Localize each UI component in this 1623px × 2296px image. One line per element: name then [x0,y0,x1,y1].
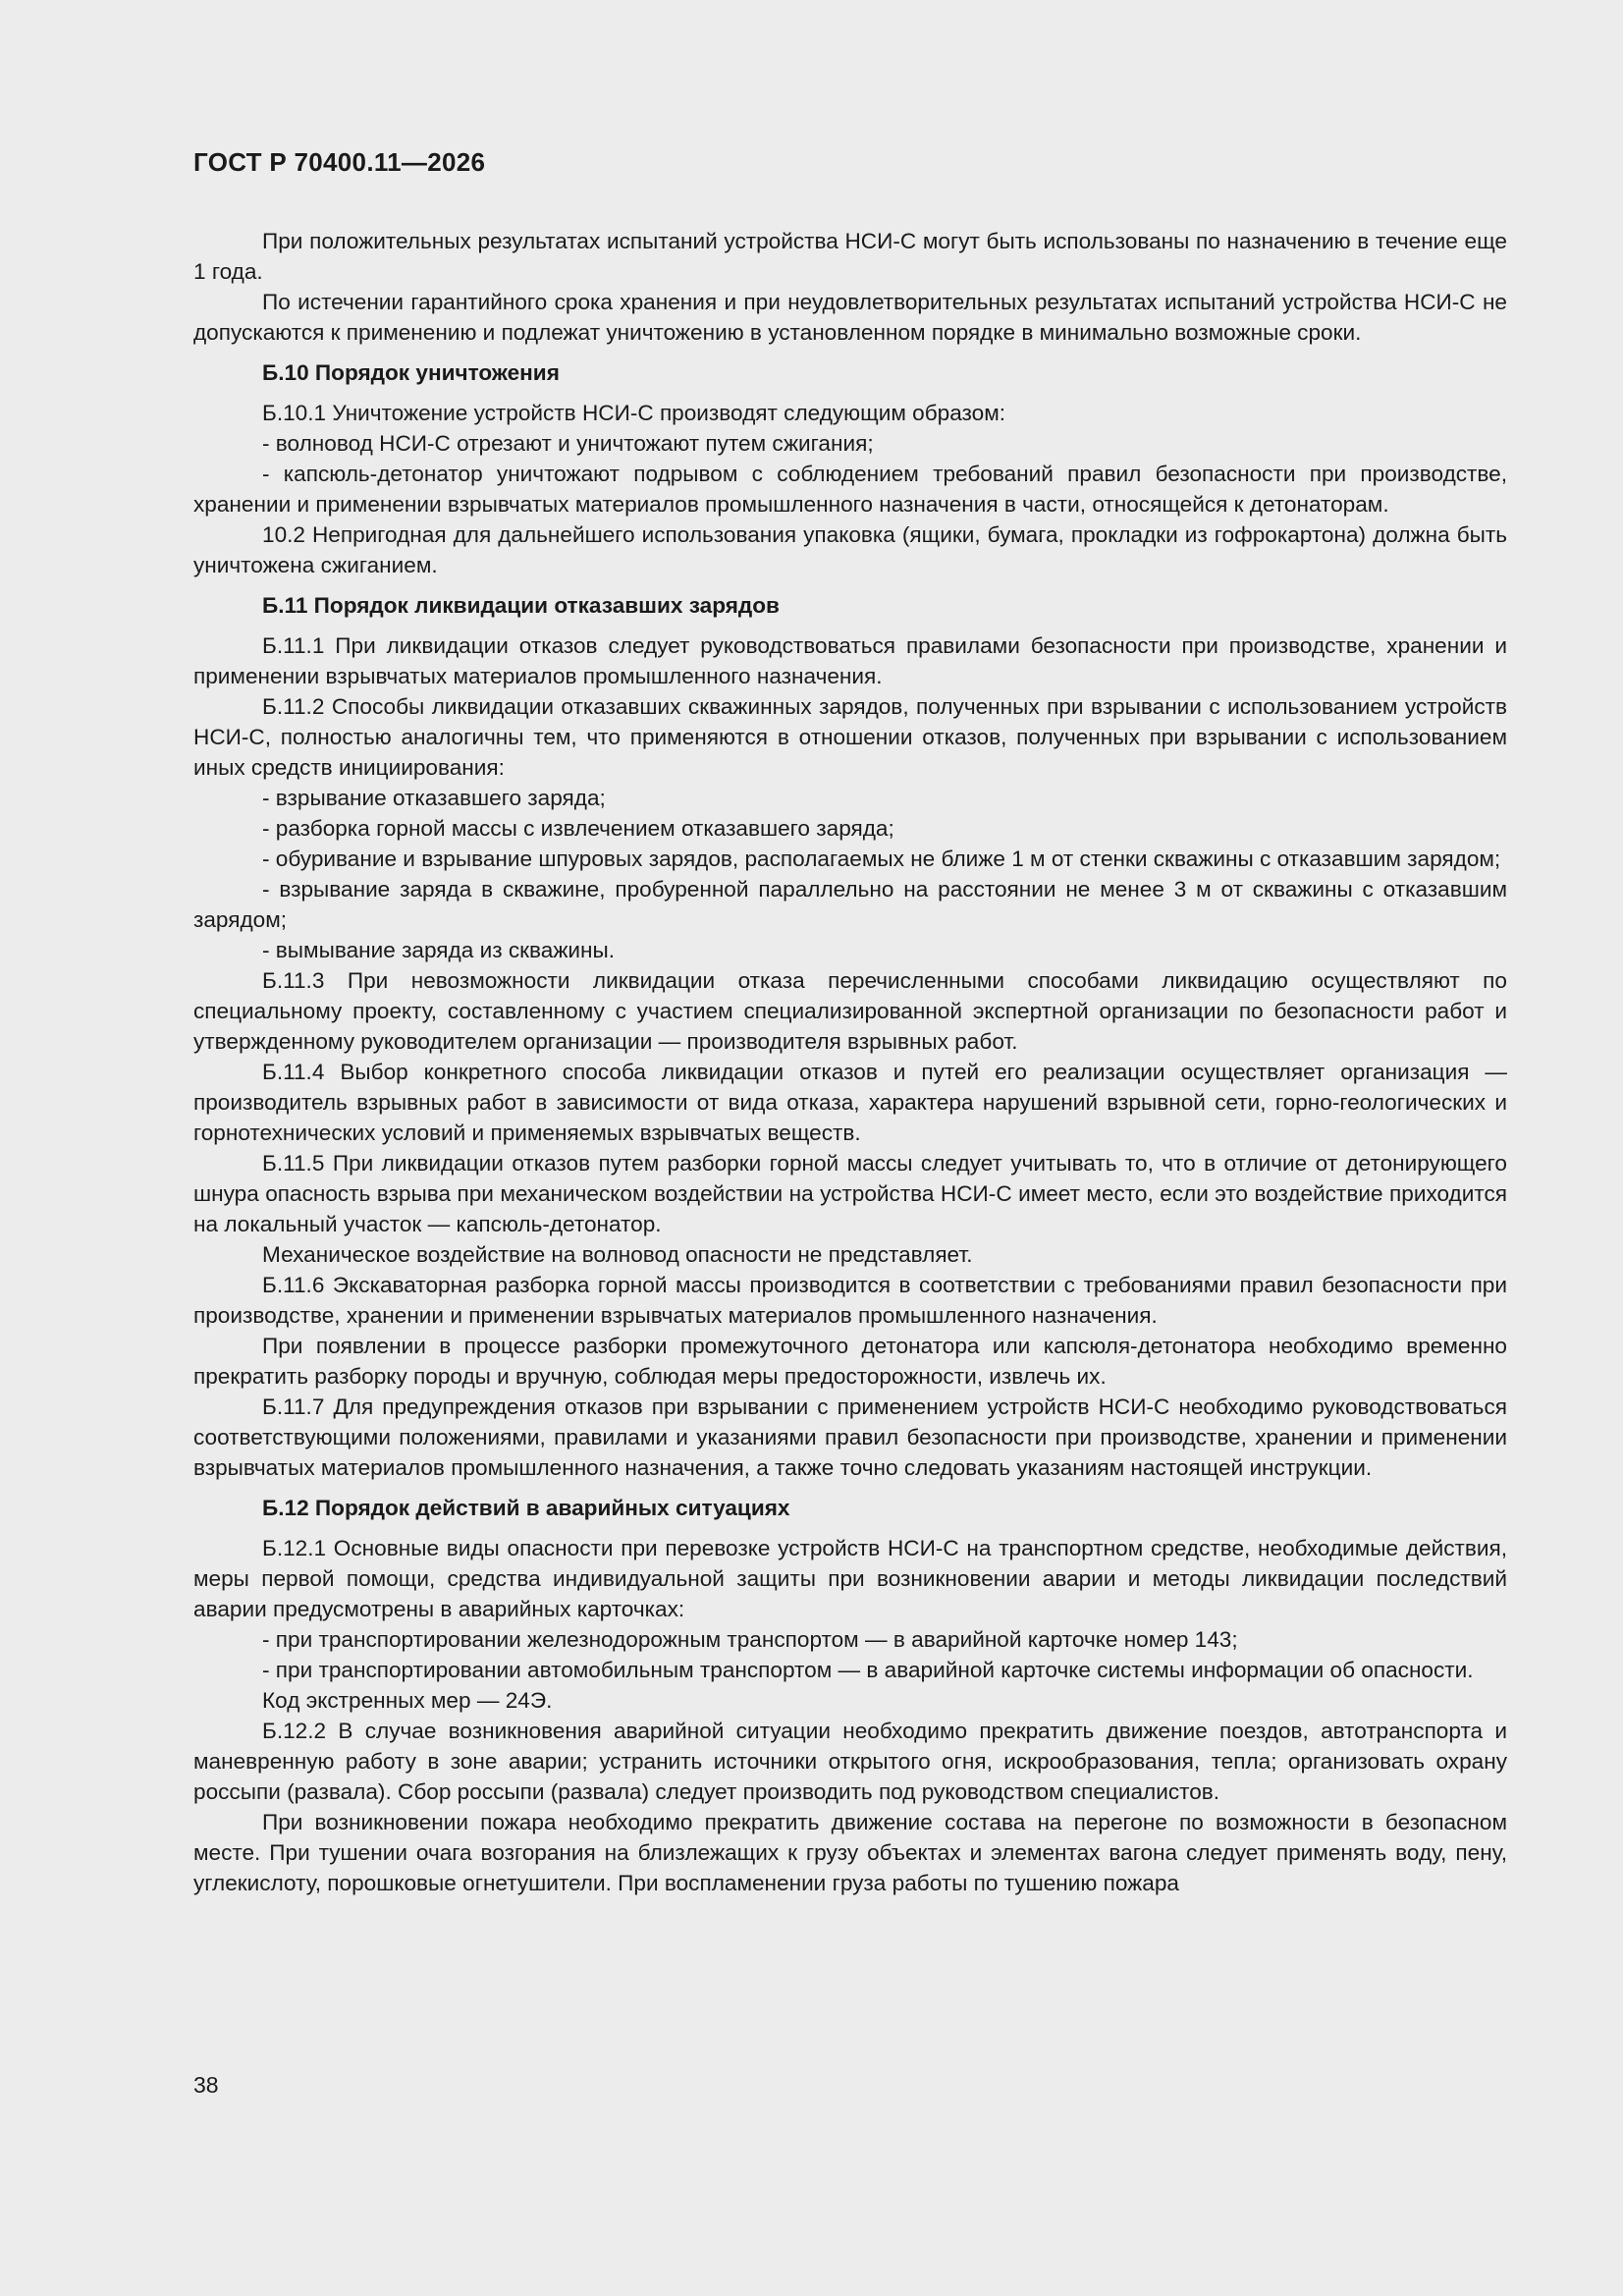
section-heading-b11: Б.11 Порядок ликвидации отказавших зарядов [262,593,780,618]
paragraph: Б.11.5 При ликвидации отказов путем разборки горной массы следует учитывать то, что в отличие от детонирующего шнура опасность взрыва при механическом воздействии на устройства НСИ-С имеет место, если это воздействие приходится на локальный участок — капсюль-детонатор. [193,1151,1507,1236]
paragraph: 10.2 Непригодная для дальнейшего использования упаковка (ящики, бумага, прокладки из гофрокартона) должна быть уничтожена сжиганием. [193,522,1507,577]
paragraph: Б.12.2 В случае возникновения аварийной ситуации необходимо прекратить движение поездов, автотранспорта и маневренную работу в зоне аварии; устранить источники открытого огня, искрообразования, тепла; организовать охрану россыпи (развала). Сбор россыпи (развала) следует производить под руководством специалистов. [193,1719,1507,1804]
section-heading-b10: Б.10 Порядок уничтожения [262,360,560,385]
document-header: ГОСТ Р 70400.11—2026 [193,147,486,177]
paragraph: Код экстренных мер — 24Э. [262,1688,553,1713]
section-heading-b12: Б.12 Порядок действий в аварийных ситуациях [262,1496,790,1520]
list-item: - разборка горной массы с извлечением отказавшего заряда; [262,816,894,841]
paragraph: Механическое воздействие на волновод опасности не представляет. [262,1242,973,1267]
paragraph: При возникновении пожара необходимо прекратить движение состава на перегоне по возможности в безопасном месте. При тушении очага возгорания на близлежащих к грузу объектах и элементах вагона следует применять воду, пену, углекислоту, порошковые огнетушители. При воспламенении груза работы по тушению пожара [193,1810,1507,1895]
paragraph: Б.11.4 Выбор конкретного способа ликвидации отказов и путей его реализации осуществляет организация — производитель взрывных работ в зависимости от вида отказа, характера нарушений взрывной сети, горно-геологических и горнотехнических условий и применяемых взрывчатых веществ. [193,1060,1507,1145]
list-item: - взрывание заряда в скважине, пробуренной параллельно на расстоянии не менее 3 м от скважины с отказавшим зарядом; [193,877,1507,932]
list-item: - волновод НСИ-С отрезают и уничтожают путем сжигания; [262,431,874,456]
paragraph: Б.11.2 Способы ликвидации отказавших скважинных зарядов, полученных при взрывании с использованием устройств НСИ-С, полностью аналогичны тем, что применяются в отношении отказов, полученных при взрывании с использованием иных средств инициирования: [193,694,1507,780]
paragraph: Б.12.1 Основные виды опасности при перевозке устройств НСИ-С на транспортном средстве, необходимые действия, меры первой помощи, средства индивидуальной защиты при возникновении аварии и методы ликвидации последствий аварии предусмотрены в аварийных карточках: [193,1536,1507,1621]
list-item: - при транспортировании автомобильным транспортом — в аварийной карточке системы информации об опасности. [262,1658,1474,1682]
paragraph: При появлении в процессе разборки промежуточного детонатора или капсюля-детонатора необходимо временно прекратить разборку породы и вручную, соблюдая меры предосторожности, извлечь их. [193,1334,1507,1389]
paragraph: По истечении гарантийного срока хранения и при неудовлетворительных результатах испытаний устройства НСИ-С не допускаются к применению и подлежат уничтожению в установленном порядке в минимально возможные сроки. [193,290,1507,345]
paragraph: Б.11.3 При невозможности ликвидации отказа перечисленными способами ликвидацию осуществляют по специальному проекту, составленному с участием специализированной экспертной организации по безопасности работ и утвержденному руководителем организации — производителя взрывных работ. [193,968,1507,1054]
list-item: - взрывание отказавшего заряда; [262,786,606,810]
paragraph: Б.11.1 При ликвидации отказов следует руководствоваться правилами безопасности при производстве, хранении и применении взрывчатых материалов промышленного назначения. [193,633,1507,688]
paragraph: При положительных результатах испытаний устройства НСИ-С могут быть использованы по назначению в течение еще 1 года. [193,229,1507,284]
document-body [193,226,1507,1898]
paragraph: Б.10.1 Уничтожение устройств НСИ-С производят следующим образом: [262,401,1006,425]
list-item: - при транспортировании железнодорожным транспортом — в аварийной карточке номер 143; [262,1627,1238,1652]
list-item: - вымывание заряда из скважины. [262,938,616,962]
paragraph: Б.11.6 Экскаваторная разборка горной массы производится в соответствии с требованиями правил безопасности при производстве, хранении и применении взрывчатых материалов промышленного назначения. [193,1273,1507,1328]
list-item: - обуривание и взрывание шпуровых зарядов, располагаемых не ближе 1 м от стенки скважины с отказавшим зарядом; [262,847,1501,871]
page-number: 38 [193,2072,219,2098]
list-item: - капсюль-детонатор уничтожают подрывом с соблюдением требований правил безопасности при производстве, хранении и применении взрывчатых материалов промышленного назначения в части, относящейся к детонаторам. [193,462,1507,517]
paragraph: Б.11.7 Для предупреждения отказов при взрывании с применением устройств НСИ-С необходимо руководствоваться соответствующими положениями, правилами и указаниями правил безопасности при производстве, хранении и применении взрывчатых материалов промышленного назначения, а также точно следовать указаниям настоящей инструкции. [193,1394,1507,1480]
